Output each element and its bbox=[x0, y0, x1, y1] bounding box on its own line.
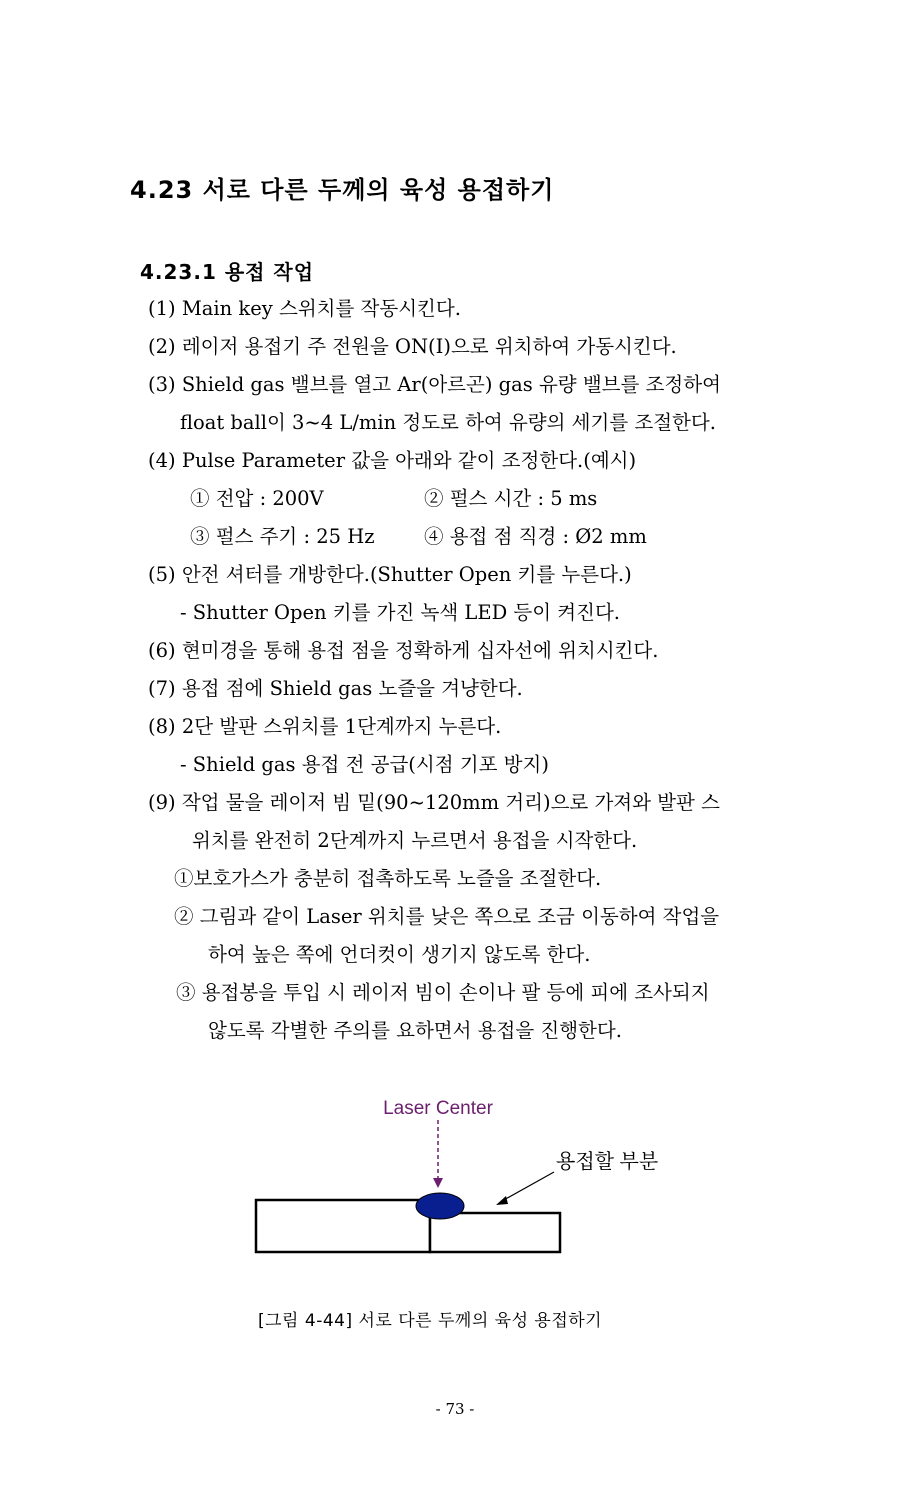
step-9-sub-2-cont: 하여 높은 쪽에 언더컷이 생기지 않도록 한다. bbox=[208, 943, 591, 966]
step-9: (9) 작업 물을 레이저 빔 밑(90~120mm 거리)으로 가져와 발판 스 bbox=[148, 791, 720, 814]
subsection-heading: 4.23.1 용접 작업 bbox=[140, 260, 315, 284]
step-8-note: - Shield gas 용접 전 공급(시점 기포 방지) bbox=[180, 753, 549, 776]
step-9-sub-3: ③ 용접봉을 투입 시 레이저 빔이 손이나 팔 등에 피에 조사되지 bbox=[176, 981, 710, 1004]
param-spot-diameter: ④ 용접 점 직경 : Ø2 mm bbox=[424, 525, 647, 548]
weld-area-label: 용접할 부분 bbox=[556, 1151, 659, 1173]
page-number: - 73 - bbox=[435, 1400, 475, 1418]
step-5: (5) 안전 셔터를 개방한다.(Shutter Open 키를 누른다.) bbox=[148, 563, 632, 586]
param-pulse-period: ③ 펄스 주기 : 25 Hz bbox=[190, 525, 375, 548]
step-8: (8) 2단 발판 스위치를 1단계까지 누른다. bbox=[148, 715, 502, 738]
step-9-sub-3-cont: 않도록 각별한 주의를 요하면서 용접을 진행한다. bbox=[208, 1019, 622, 1042]
thin-plate bbox=[430, 1213, 560, 1252]
section-heading: 4.23 서로 다른 두께의 육성 용접하기 bbox=[130, 176, 555, 204]
weld-area-pointer bbox=[502, 1172, 554, 1201]
param-pulse-time: ② 펄스 시간 : 5 ms bbox=[424, 487, 598, 510]
weld-figure bbox=[240, 1088, 680, 1268]
step-9-cont: 위치를 완전히 2단계까지 누르면서 용접을 시작한다. bbox=[192, 829, 638, 852]
step-9-sub-2: ② 그림과 같이 Laser 위치를 낮은 쪽으로 조금 이동하여 작업을 bbox=[174, 905, 720, 928]
step-3: (3) Shield gas 밸브를 열고 Ar(아르곤) gas 유량 밸브를 조정하여 bbox=[148, 373, 721, 396]
step-7: (7) 용접 점에 Shield gas 노즐을 겨냥한다. bbox=[148, 677, 523, 700]
step-4: (4) Pulse Parameter 값을 아래와 같이 조정한다.(예시) bbox=[148, 449, 637, 472]
step-5-note: - Shutter Open 키를 가진 녹색 LED 등이 켜진다. bbox=[180, 601, 620, 624]
step-6: (6) 현미경을 통해 용접 점을 정확하게 십자선에 위치시킨다. bbox=[148, 639, 659, 662]
step-2: (2) 레이저 용접기 주 전원을 ON(Ⅰ)으로 위치하여 가동시킨다. bbox=[148, 335, 677, 358]
param-voltage: ① 전압 : 200V bbox=[190, 487, 324, 510]
step-1: (1) Main key 스위치를 작동시킨다. bbox=[148, 297, 461, 320]
laser-center-label: Laser Center bbox=[383, 1098, 493, 1119]
weld-area-arrow-head bbox=[496, 1196, 508, 1205]
figure-caption: [그림 4-44] 서로 다른 두께의 육성 용접하기 bbox=[258, 1311, 603, 1331]
step-9-sub-1: ①보호가스가 충분히 접촉하도록 노즐을 조절한다. bbox=[174, 867, 602, 890]
weld-bead bbox=[416, 1193, 464, 1219]
step-3-cont: float ball이 3~4 L/min 정도로 하여 유량의 세기를 조절한다. bbox=[180, 411, 716, 434]
thick-plate bbox=[256, 1200, 430, 1252]
laser-arrow-head bbox=[433, 1178, 443, 1188]
